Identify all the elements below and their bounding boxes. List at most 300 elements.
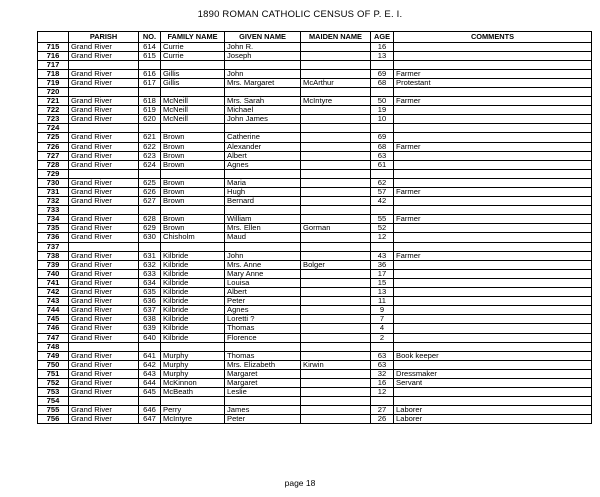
comments-cell	[394, 87, 592, 96]
table-row	[38, 151, 592, 160]
row-number: 718	[38, 69, 69, 78]
table-row	[38, 242, 592, 251]
row-number: 729	[38, 169, 69, 178]
comments-cell	[394, 242, 592, 251]
maiden-name-cell	[301, 233, 371, 242]
maiden-name-cell: Kirwin	[301, 360, 371, 369]
no-cell	[139, 87, 161, 96]
age-cell: 10	[371, 115, 394, 124]
no-cell: 636	[139, 297, 161, 306]
parish-cell: Grand River	[69, 78, 139, 87]
no-cell	[139, 206, 161, 215]
family-name-cell: Brown	[161, 188, 225, 197]
given-name-cell: Peter	[225, 297, 301, 306]
no-cell: 629	[139, 224, 161, 233]
parish-cell: Grand River	[69, 151, 139, 160]
row-number: 754	[38, 397, 69, 406]
row-number: 749	[38, 351, 69, 360]
comments-cell	[394, 388, 592, 397]
no-cell: 646	[139, 406, 161, 415]
parish-cell: Grand River	[69, 415, 139, 424]
comments-cell	[394, 269, 592, 278]
table-row	[38, 342, 592, 351]
family-name-cell: Brown	[161, 178, 225, 187]
row-number: 726	[38, 142, 69, 151]
no-cell: 617	[139, 78, 161, 87]
maiden-name-cell	[301, 306, 371, 315]
maiden-name-cell	[301, 297, 371, 306]
no-cell	[139, 342, 161, 351]
family-name-cell	[161, 124, 225, 133]
no-cell: 630	[139, 233, 161, 242]
table-row	[38, 42, 592, 51]
comments-cell: Farmer	[394, 215, 592, 224]
no-cell: 621	[139, 133, 161, 142]
table-row	[38, 378, 592, 387]
table-row	[38, 360, 592, 369]
table-row	[38, 97, 592, 106]
comments-cell	[394, 233, 592, 242]
family-name-cell: Brown	[161, 197, 225, 206]
age-cell: 62	[371, 178, 394, 187]
age-cell: 2	[371, 333, 394, 342]
row-number: 723	[38, 115, 69, 124]
family-name-cell: Chisholm	[161, 233, 225, 242]
comments-cell	[394, 260, 592, 269]
age-cell	[371, 206, 394, 215]
maiden-name-cell: McIntyre	[301, 97, 371, 106]
family-name-cell	[161, 342, 225, 351]
family-name-cell: McIntyre	[161, 415, 225, 424]
table-row	[38, 224, 592, 233]
family-name-cell: Currie	[161, 42, 225, 51]
age-cell: 16	[371, 42, 394, 51]
given-name-cell	[225, 342, 301, 351]
age-cell: 17	[371, 269, 394, 278]
parish-cell	[69, 342, 139, 351]
comments-cell: Book keeper	[394, 351, 592, 360]
age-cell	[371, 342, 394, 351]
age-cell: 43	[371, 251, 394, 260]
parish-cell: Grand River	[69, 260, 139, 269]
maiden-name-cell	[301, 106, 371, 115]
parish-cell: Grand River	[69, 269, 139, 278]
given-name-cell	[225, 87, 301, 96]
no-cell: 640	[139, 333, 161, 342]
table-row	[38, 206, 592, 215]
given-name-cell: Albert	[225, 288, 301, 297]
parish-cell	[69, 397, 139, 406]
age-cell	[371, 60, 394, 69]
header-parish: PARISH	[69, 32, 139, 43]
row-number: 716	[38, 51, 69, 60]
parish-cell: Grand River	[69, 406, 139, 415]
age-cell: 63	[371, 360, 394, 369]
page-title: 1890 ROMAN CATHOLIC CENSUS OF P. E. I.	[197, 9, 403, 20]
family-name-cell: Brown	[161, 215, 225, 224]
row-number: 756	[38, 415, 69, 424]
given-name-cell: Albert	[225, 151, 301, 160]
age-cell: 12	[371, 388, 394, 397]
given-name-cell: Peter	[225, 415, 301, 424]
given-name-cell: Catherine	[225, 133, 301, 142]
header-rownum	[38, 32, 69, 43]
age-cell: 16	[371, 378, 394, 387]
comments-cell: Servant	[394, 378, 592, 387]
given-name-cell: Margaret	[225, 369, 301, 378]
no-cell	[139, 397, 161, 406]
row-number: 731	[38, 188, 69, 197]
row-number: 717	[38, 60, 69, 69]
table-row	[38, 406, 592, 415]
given-name-cell: James	[225, 406, 301, 415]
row-number: 747	[38, 333, 69, 342]
row-number: 753	[38, 388, 69, 397]
maiden-name-cell	[301, 60, 371, 69]
maiden-name-cell	[301, 388, 371, 397]
age-cell: 42	[371, 197, 394, 206]
row-number: 739	[38, 260, 69, 269]
comments-cell	[394, 151, 592, 160]
no-cell: 614	[139, 42, 161, 51]
given-name-cell: Maria	[225, 178, 301, 187]
given-name-cell	[225, 242, 301, 251]
family-name-cell: Currie	[161, 51, 225, 60]
given-name-cell: Mary Anne	[225, 269, 301, 278]
row-number: 727	[38, 151, 69, 160]
no-cell: 632	[139, 260, 161, 269]
table-row	[38, 60, 592, 69]
age-cell: 11	[371, 297, 394, 306]
table-row	[38, 215, 592, 224]
parish-cell: Grand River	[69, 369, 139, 378]
comments-cell	[394, 124, 592, 133]
table-row	[38, 278, 592, 287]
parish-cell: Grand River	[69, 51, 139, 60]
family-name-cell: Murphy	[161, 360, 225, 369]
no-cell: 622	[139, 142, 161, 151]
age-cell: 4	[371, 324, 394, 333]
parish-cell	[69, 87, 139, 96]
family-name-cell: Kilbride	[161, 306, 225, 315]
no-cell: 615	[139, 51, 161, 60]
maiden-name-cell	[301, 315, 371, 324]
parish-cell	[69, 242, 139, 251]
table-row	[38, 78, 592, 87]
census-table	[37, 31, 592, 424]
given-name-cell: Michael	[225, 106, 301, 115]
maiden-name-cell	[301, 87, 371, 96]
table-row	[38, 133, 592, 142]
family-name-cell	[161, 242, 225, 251]
family-name-cell: Brown	[161, 160, 225, 169]
given-name-cell: Mrs. Elizabeth	[225, 360, 301, 369]
table-row	[38, 87, 592, 96]
parish-cell: Grand River	[69, 306, 139, 315]
header-age: AGE	[371, 32, 394, 43]
family-name-cell: Kilbride	[161, 288, 225, 297]
maiden-name-cell: McArthur	[301, 78, 371, 87]
family-name-cell: Kilbride	[161, 260, 225, 269]
parish-cell: Grand River	[69, 106, 139, 115]
table-row	[38, 51, 592, 60]
row-number: 732	[38, 197, 69, 206]
parish-cell: Grand River	[69, 288, 139, 297]
age-cell: 57	[371, 188, 394, 197]
no-cell: 619	[139, 106, 161, 115]
family-name-cell: Perry	[161, 406, 225, 415]
parish-cell: Grand River	[69, 188, 139, 197]
maiden-name-cell: Bolger	[301, 260, 371, 269]
given-name-cell: Florence	[225, 333, 301, 342]
no-cell	[139, 124, 161, 133]
row-number: 724	[38, 124, 69, 133]
parish-cell	[69, 169, 139, 178]
given-name-cell	[225, 169, 301, 178]
family-name-cell: Brown	[161, 224, 225, 233]
given-name-cell	[225, 206, 301, 215]
maiden-name-cell	[301, 69, 371, 78]
comments-cell	[394, 42, 592, 51]
no-cell	[139, 242, 161, 251]
family-name-cell	[161, 397, 225, 406]
table-row	[38, 115, 592, 124]
table-row	[38, 197, 592, 206]
age-cell: 13	[371, 288, 394, 297]
no-cell: 637	[139, 306, 161, 315]
comments-cell: Farmer	[394, 188, 592, 197]
maiden-name-cell	[301, 369, 371, 378]
header-maiden-name: MAIDEN NAME	[301, 32, 371, 43]
table-row	[38, 260, 592, 269]
row-number: 720	[38, 87, 69, 96]
row-number: 744	[38, 306, 69, 315]
no-cell: 635	[139, 288, 161, 297]
age-cell: 26	[371, 415, 394, 424]
row-number: 735	[38, 224, 69, 233]
maiden-name-cell	[301, 51, 371, 60]
row-number: 721	[38, 97, 69, 106]
table-row	[38, 269, 592, 278]
no-cell: 633	[139, 269, 161, 278]
age-cell	[371, 169, 394, 178]
no-cell: 641	[139, 351, 161, 360]
maiden-name-cell	[301, 406, 371, 415]
age-cell: 32	[371, 369, 394, 378]
maiden-name-cell	[301, 251, 371, 260]
comments-cell	[394, 333, 592, 342]
maiden-name-cell	[301, 378, 371, 387]
given-name-cell: John	[225, 251, 301, 260]
table-row	[38, 351, 592, 360]
family-name-cell: Brown	[161, 151, 225, 160]
age-cell: 63	[371, 351, 394, 360]
maiden-name-cell	[301, 215, 371, 224]
table-row	[38, 315, 592, 324]
comments-cell	[394, 60, 592, 69]
census-body	[38, 42, 592, 424]
no-cell: 624	[139, 160, 161, 169]
given-name-cell: Mrs. Sarah	[225, 97, 301, 106]
table-row	[38, 106, 592, 115]
maiden-name-cell	[301, 278, 371, 287]
given-name-cell: Alexander	[225, 142, 301, 151]
given-name-cell	[225, 60, 301, 69]
family-name-cell: Kilbride	[161, 269, 225, 278]
family-name-cell: McBeath	[161, 388, 225, 397]
parish-cell: Grand River	[69, 324, 139, 333]
header-given-name: GIVEN NAME	[225, 32, 301, 43]
no-cell: 618	[139, 97, 161, 106]
comments-cell: Protestant	[394, 78, 592, 87]
family-name-cell: Kilbride	[161, 315, 225, 324]
given-name-cell: John	[225, 69, 301, 78]
given-name-cell	[225, 124, 301, 133]
no-cell: 645	[139, 388, 161, 397]
comments-cell: Farmer	[394, 97, 592, 106]
given-name-cell: Maud	[225, 233, 301, 242]
row-number: 741	[38, 278, 69, 287]
row-number: 745	[38, 315, 69, 324]
age-cell: 55	[371, 215, 394, 224]
maiden-name-cell	[301, 206, 371, 215]
comments-cell	[394, 106, 592, 115]
parish-cell: Grand River	[69, 388, 139, 397]
comments-cell	[394, 178, 592, 187]
age-cell: 69	[371, 69, 394, 78]
row-number: 755	[38, 406, 69, 415]
no-cell: 626	[139, 188, 161, 197]
age-cell: 9	[371, 306, 394, 315]
no-cell: 638	[139, 315, 161, 324]
table-row	[38, 178, 592, 187]
comments-cell: Farmer	[394, 142, 592, 151]
given-name-cell: John James	[225, 115, 301, 124]
parish-cell: Grand River	[69, 224, 139, 233]
parish-cell: Grand River	[69, 360, 139, 369]
family-name-cell: Kilbride	[161, 333, 225, 342]
comments-cell: Laborer	[394, 406, 592, 415]
parish-cell	[69, 60, 139, 69]
no-cell: 643	[139, 369, 161, 378]
family-name-cell: Brown	[161, 133, 225, 142]
table-row	[38, 160, 592, 169]
age-cell: 50	[371, 97, 394, 106]
no-cell	[139, 60, 161, 69]
row-number: 746	[38, 324, 69, 333]
given-name-cell: Mrs. Anne	[225, 260, 301, 269]
family-name-cell: Murphy	[161, 351, 225, 360]
maiden-name-cell	[301, 160, 371, 169]
comments-cell	[394, 397, 592, 406]
table-row	[38, 69, 592, 78]
comments-cell	[394, 133, 592, 142]
parish-cell: Grand River	[69, 69, 139, 78]
family-name-cell: McKinnon	[161, 378, 225, 387]
age-cell	[371, 87, 394, 96]
given-name-cell: Hugh	[225, 188, 301, 197]
family-name-cell: McNeill	[161, 106, 225, 115]
header-no: NO.	[139, 32, 161, 43]
table-row	[38, 288, 592, 297]
table-row	[38, 369, 592, 378]
row-number: 740	[38, 269, 69, 278]
parish-cell: Grand River	[69, 251, 139, 260]
comments-cell	[394, 224, 592, 233]
parish-cell: Grand River	[69, 333, 139, 342]
comments-cell	[394, 342, 592, 351]
age-cell: 36	[371, 260, 394, 269]
parish-cell: Grand River	[69, 378, 139, 387]
no-cell: 625	[139, 178, 161, 187]
row-number: 743	[38, 297, 69, 306]
parish-cell: Grand River	[69, 142, 139, 151]
age-cell: 7	[371, 315, 394, 324]
comments-cell: Farmer	[394, 251, 592, 260]
no-cell: 628	[139, 215, 161, 224]
given-name-cell: Loretti ?	[225, 315, 301, 324]
table-row	[38, 324, 592, 333]
table-row	[38, 415, 592, 424]
table-row	[38, 388, 592, 397]
age-cell	[371, 397, 394, 406]
row-number: 733	[38, 206, 69, 215]
comments-cell	[394, 115, 592, 124]
family-name-cell: Kilbride	[161, 297, 225, 306]
comments-cell	[394, 315, 592, 324]
maiden-name-cell	[301, 124, 371, 133]
no-cell: 623	[139, 151, 161, 160]
parish-cell: Grand River	[69, 197, 139, 206]
family-name-cell	[161, 60, 225, 69]
family-name-cell: Gillis	[161, 69, 225, 78]
row-number: 751	[38, 369, 69, 378]
parish-cell: Grand River	[69, 178, 139, 187]
given-name-cell: Louisa	[225, 278, 301, 287]
comments-cell	[394, 324, 592, 333]
age-cell: 63	[371, 151, 394, 160]
family-name-cell: Kilbride	[161, 278, 225, 287]
age-cell: 27	[371, 406, 394, 415]
family-name-cell: Gillis	[161, 78, 225, 87]
no-cell: 627	[139, 197, 161, 206]
header-family-name: FAMILY NAME	[161, 32, 225, 43]
row-number: 734	[38, 215, 69, 224]
row-number: 719	[38, 78, 69, 87]
row-number: 728	[38, 160, 69, 169]
parish-cell: Grand River	[69, 233, 139, 242]
maiden-name-cell	[301, 115, 371, 124]
table-row	[38, 124, 592, 133]
header-row	[38, 32, 592, 43]
age-cell: 61	[371, 160, 394, 169]
maiden-name-cell	[301, 42, 371, 51]
maiden-name-cell	[301, 333, 371, 342]
given-name-cell: William	[225, 215, 301, 224]
parish-cell: Grand River	[69, 115, 139, 124]
parish-cell	[69, 206, 139, 215]
table-row	[38, 233, 592, 242]
given-name-cell	[225, 397, 301, 406]
age-cell: 12	[371, 233, 394, 242]
table-row	[38, 397, 592, 406]
page-number: page 18	[284, 478, 316, 488]
maiden-name-cell	[301, 269, 371, 278]
family-name-cell: Brown	[161, 142, 225, 151]
no-cell: 639	[139, 324, 161, 333]
given-name-cell: Agnes	[225, 306, 301, 315]
row-number: 742	[38, 288, 69, 297]
